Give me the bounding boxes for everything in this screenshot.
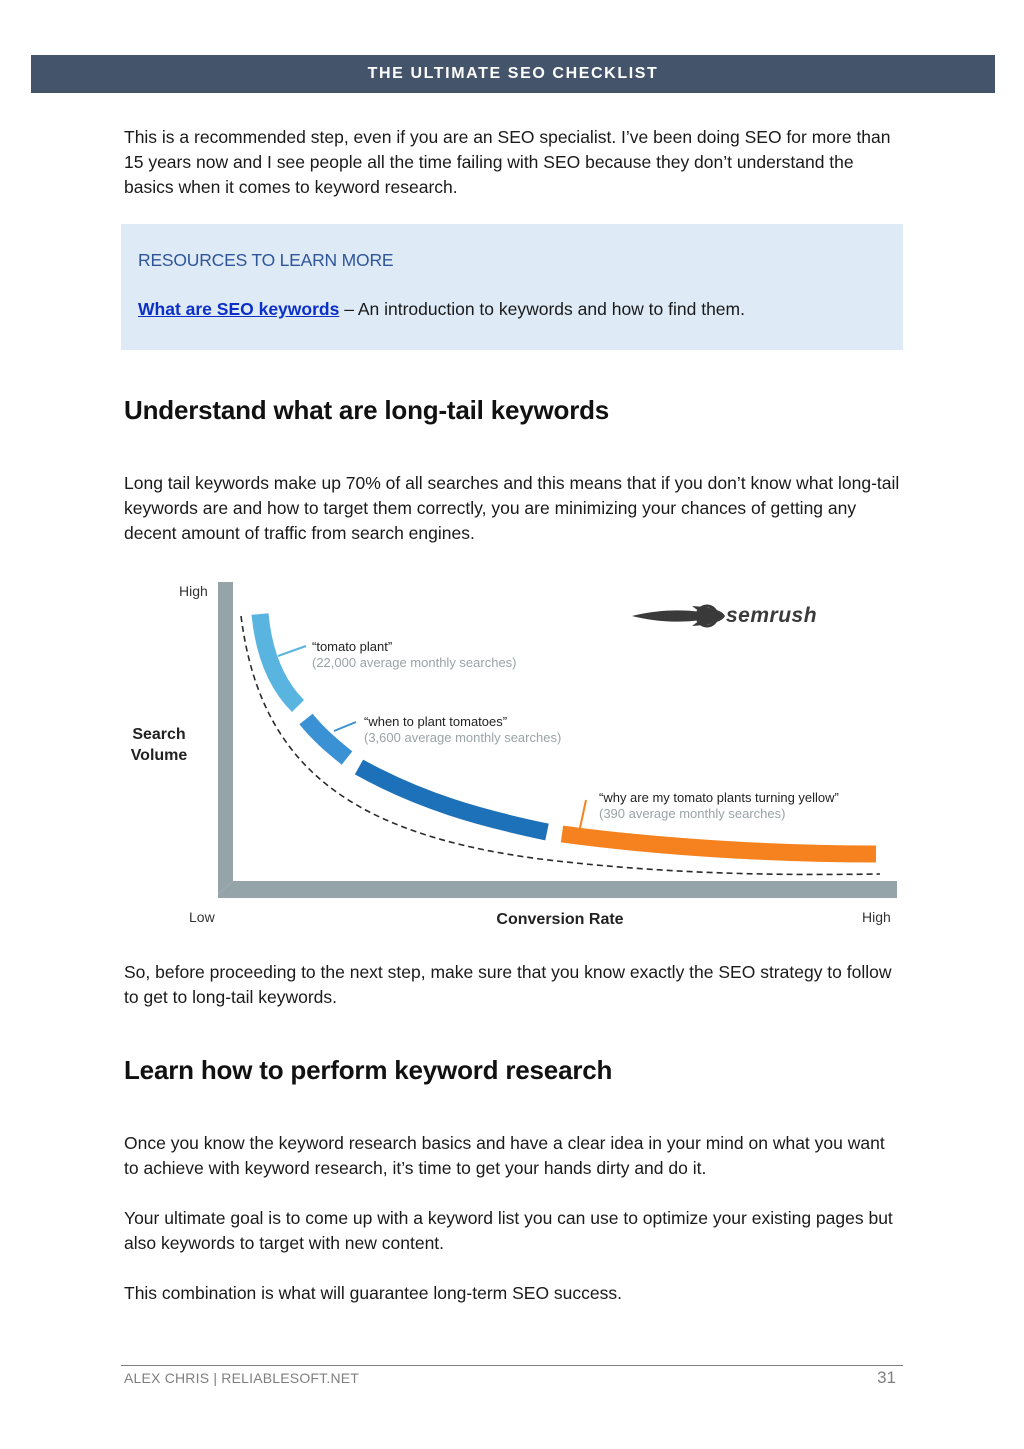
y-axis	[218, 582, 233, 894]
semrush-wordmark: semrush	[726, 604, 818, 627]
curve-segment-mid	[359, 767, 547, 832]
annotation-1-sub: (22,000 average monthly searches)	[312, 655, 517, 670]
seo-keywords-link[interactable]: What are SEO keywords	[138, 299, 340, 319]
annotation-2-sub: (3,600 average monthly searches)	[364, 730, 562, 745]
long-tail-chart	[120, 576, 910, 936]
curve-segment-yellow-plants	[562, 834, 876, 854]
x-axis-label: Conversion Rate	[496, 911, 624, 928]
resources-title: RESOURCES TO LEARN MORE	[138, 250, 394, 270]
leader-line-2	[334, 722, 356, 731]
x-high-label: High	[862, 909, 891, 925]
resource-description: – An introduction to keywords and how to find them.	[339, 299, 745, 319]
keyword-research-p2: Your ultimate goal is to come up with a keyword list you can use to optimize your existing pages but also keywords to target with new content.	[124, 1208, 893, 1253]
intro-section	[124, 125, 904, 200]
after-chart-paragraph: So, before proceeding to the next step, make sure that you know exactly the SEO strategy to follow to get to long-tail keywords.	[124, 962, 892, 1007]
annotation-2-label: “when to plant tomatoes”	[364, 714, 508, 729]
semrush-circle-center-icon	[703, 612, 711, 620]
y-axis-label-line1: Search	[132, 726, 186, 743]
footer-divider	[121, 1365, 903, 1366]
section-heading-long-tail: Understand what are long-tail keywords	[124, 395, 610, 425]
header-title: THE ULTIMATE SEO CHECKLIST	[367, 65, 659, 82]
keyword-research-p3: This combination is what will guarantee long-term SEO success.	[124, 1283, 622, 1303]
section-keyword-research	[124, 1055, 904, 1086]
resource-item	[138, 299, 886, 320]
x-low-label: Low	[189, 909, 215, 925]
long-tail-chart-svg	[120, 576, 910, 936]
section-heading-keyword-research: Learn how to perform keyword research	[124, 1055, 613, 1085]
y-axis-label-line2: Volume	[130, 747, 188, 764]
after-chart-text	[124, 960, 904, 1010]
annotation-3-sub: (390 average monthly searches)	[599, 806, 786, 821]
resources-box	[121, 224, 903, 350]
x-axis	[218, 881, 897, 898]
y-high-label: High	[179, 583, 208, 599]
page-header-bar	[31, 55, 995, 93]
semrush-logo	[632, 604, 817, 627]
leader-line-3	[580, 800, 586, 828]
curve-segment-tomato-plant	[260, 614, 298, 706]
footer-author: ALEX CHRIS | RELIABLESOFT.NET	[124, 1370, 360, 1386]
intro-paragraph: This is a recommended step, even if you are an SEO specialist. I’ve been doing SEO for more than 15 years now and I see people all the time failing with SEO because they don’t understand the basics when it comes to keyword research.	[124, 127, 891, 197]
long-tail-text	[124, 471, 904, 546]
page-number: 31	[877, 1368, 896, 1387]
keyword-research-p1: Once you know the keyword research basics and have a clear idea in your mind on what you want to achieve with keyword research, it’s time to get your hands dirty and do it.	[124, 1133, 885, 1178]
long-tail-paragraph: Long tail keywords make up 70% of all searches and this means that if you don’t know what long-tail keywords are and how to target them correctly, you are minimizing your chances of getting any decent amount of traffic from search engines.	[124, 473, 900, 543]
semrush-flame-icon	[632, 606, 725, 626]
leader-line-1	[278, 646, 306, 656]
keyword-research-text	[124, 1131, 904, 1306]
curve-segment-when-to-plant	[306, 719, 347, 758]
annotation-1-label: “tomato plant”	[312, 639, 393, 654]
section-long-tail	[124, 395, 904, 426]
annotation-3-label: “why are my tomato plants turning yellow”	[599, 790, 839, 805]
